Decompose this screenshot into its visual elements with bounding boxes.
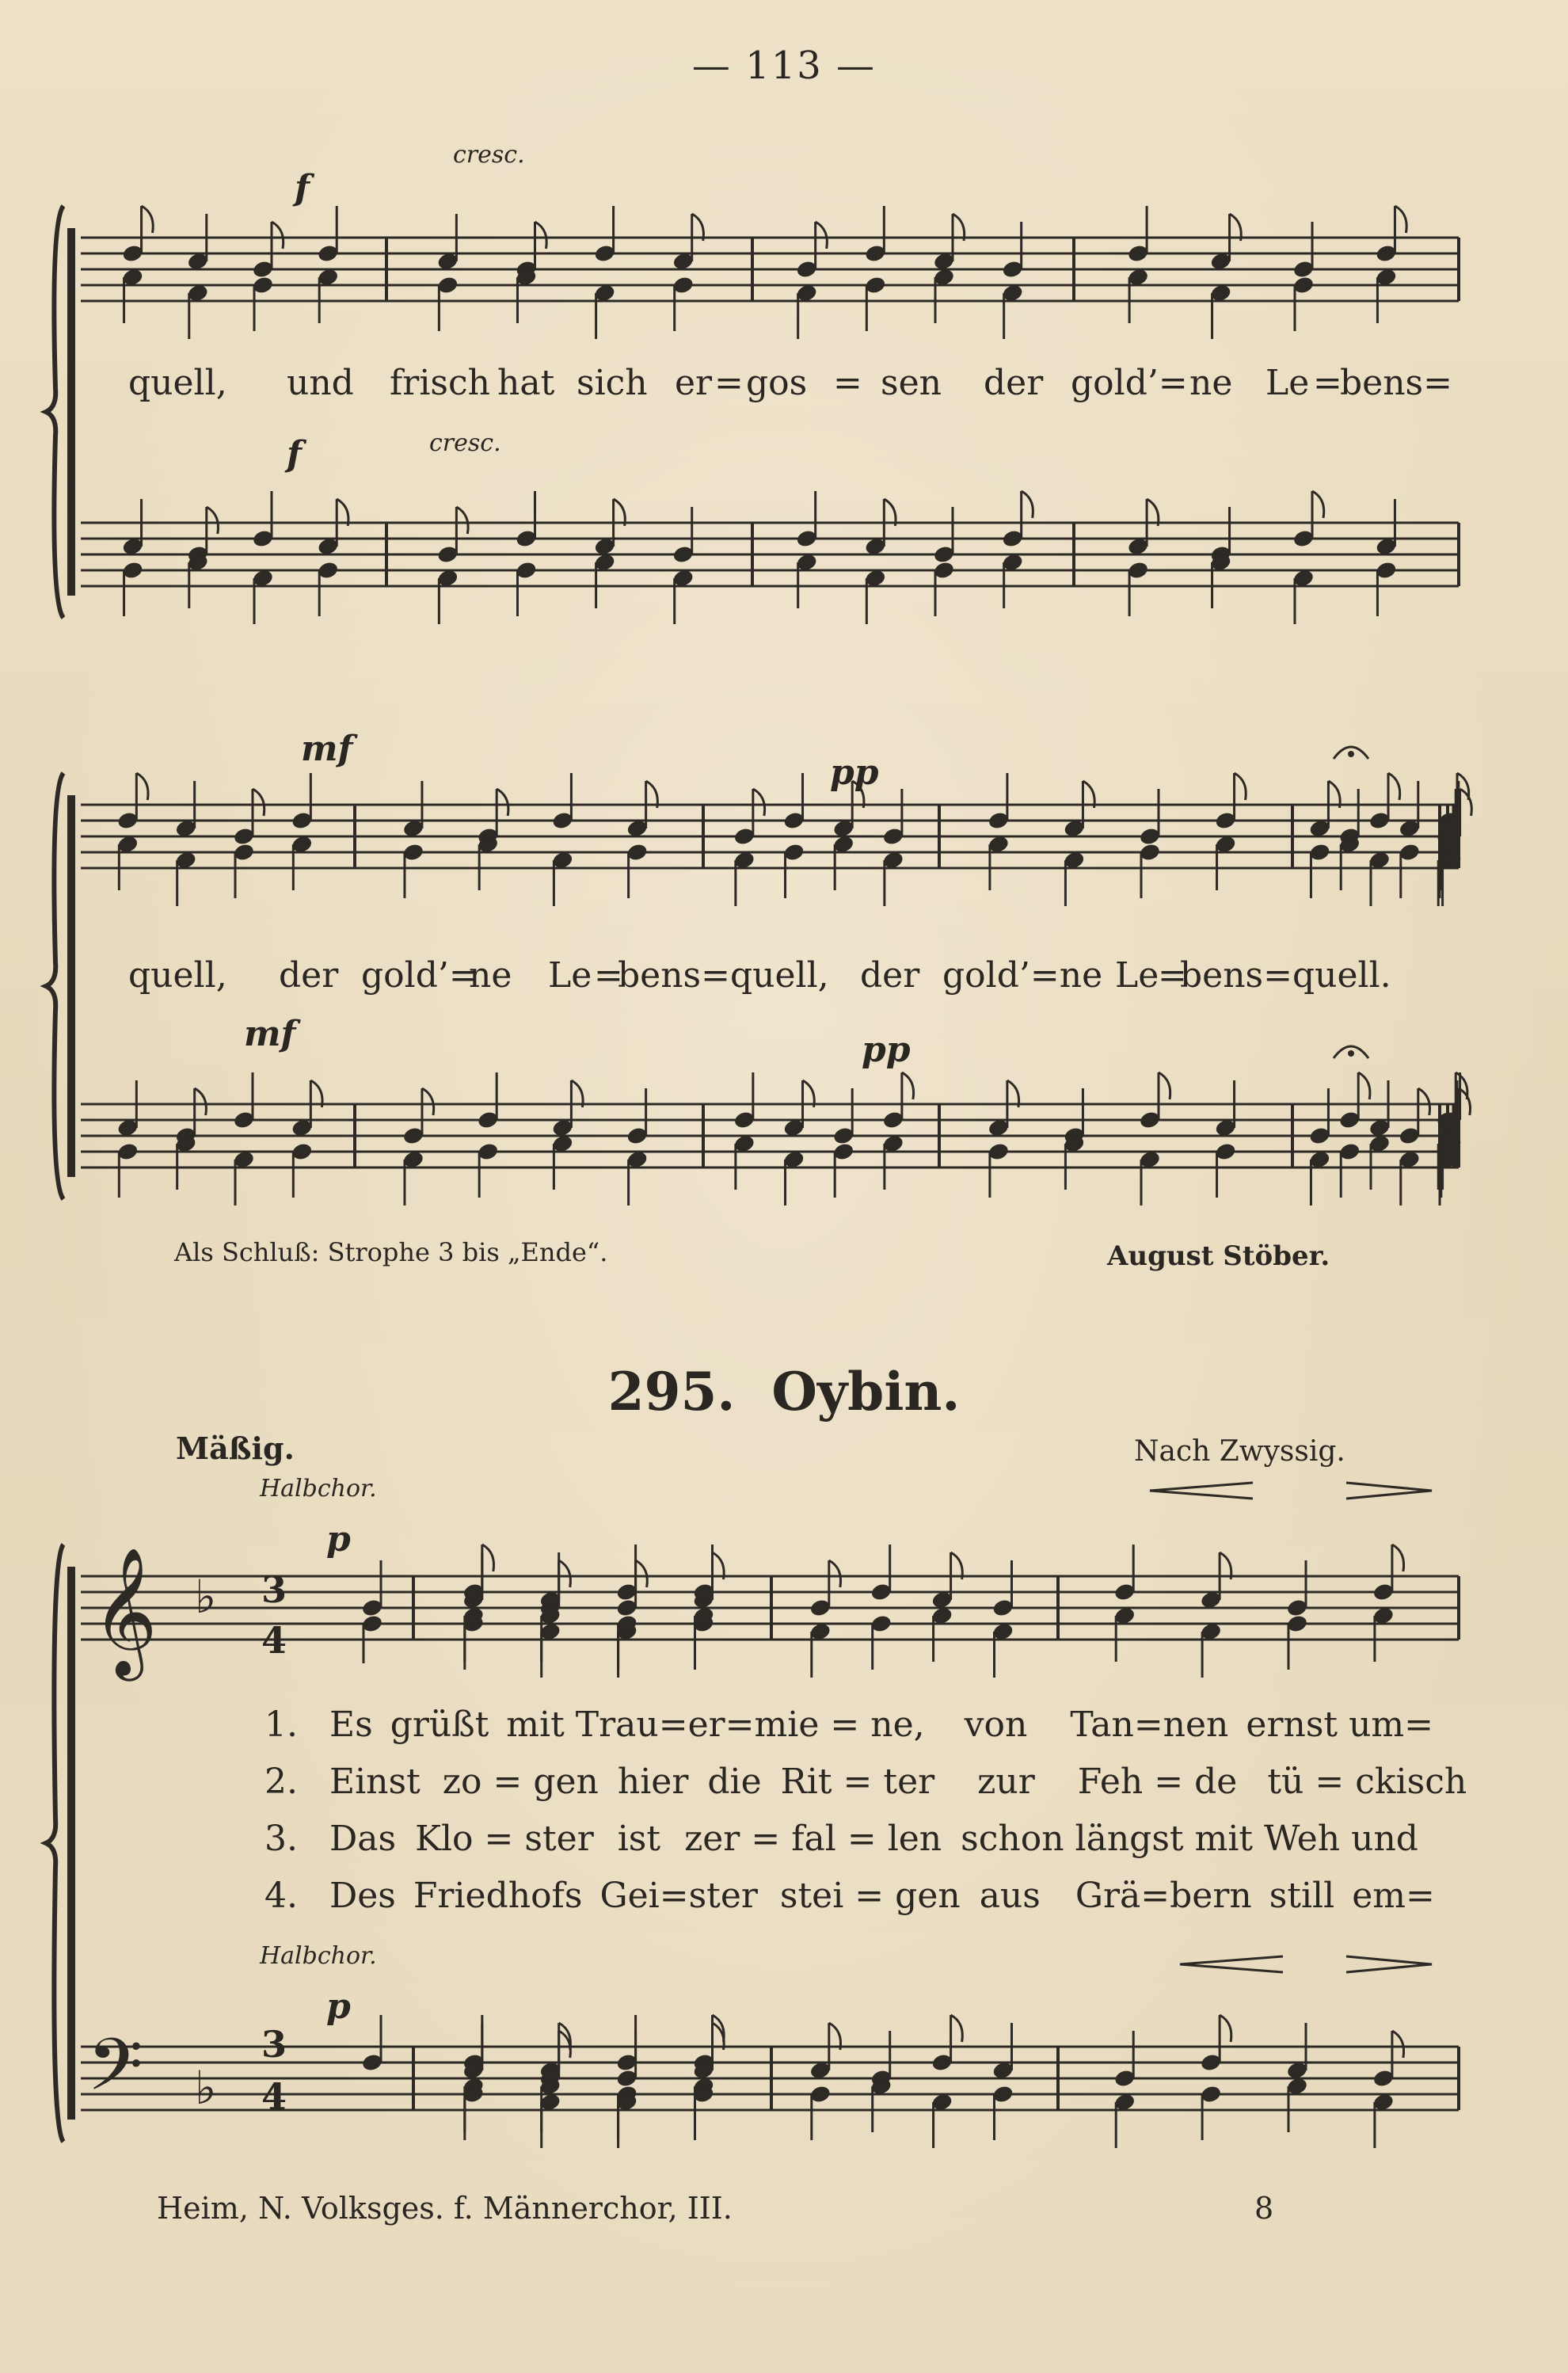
- note-flag: [1220, 2015, 1231, 2042]
- page-signature: 8: [1254, 2191, 1274, 2226]
- lyric-word: ster: [524, 1819, 594, 1859]
- crescendo-hairpin: [1150, 1483, 1253, 1499]
- lyric-word: =: [1158, 955, 1187, 996]
- lyric-word: hat: [497, 363, 555, 403]
- song-name: Oybin.: [771, 1361, 961, 1423]
- lyric-word: fal: [791, 1819, 836, 1859]
- lyric-word: schon: [961, 1819, 1064, 1859]
- lyric-word: mit: [506, 1705, 565, 1745]
- lyric-word: der: [279, 955, 339, 996]
- note-flag: [195, 1088, 207, 1115]
- lyric-word: ne,: [870, 1705, 925, 1745]
- forte-marking-bottom-1: f: [287, 434, 302, 474]
- lyric-word: tü: [1267, 1762, 1304, 1802]
- page-number: — 113 —: [691, 44, 877, 88]
- note-flag: [1358, 1072, 1370, 1099]
- verse-4: [265, 1876, 1435, 1916]
- lyric-word: sen: [881, 363, 942, 403]
- note-flag: [753, 789, 765, 816]
- tempo-marking: Mäßig.: [176, 1430, 295, 1466]
- lyric-word: =: [1154, 1762, 1184, 1802]
- lyric-word: Des: [329, 1876, 396, 1916]
- lyric-word: Trau=er=mie: [575, 1705, 820, 1745]
- lyric-word: =: [484, 1819, 514, 1859]
- verse-2: [265, 1762, 1467, 1802]
- lyric-word: bens=quell.: [1180, 955, 1391, 996]
- lyric-word: =: [843, 1762, 873, 1802]
- lyric-word: bens=: [1340, 363, 1452, 403]
- decrescendo-hairpin: [1346, 1956, 1432, 1972]
- lyric-word: =: [493, 1762, 523, 1802]
- lyric-word: ne: [1189, 363, 1233, 403]
- lyric-word: len: [887, 1819, 942, 1859]
- note-flag: [456, 507, 468, 534]
- treble-clef-icon: 𝄞: [92, 1547, 158, 1676]
- lyric-word: gold’=: [361, 955, 478, 996]
- lyric-word: Tan=nen: [1070, 1705, 1229, 1745]
- mf-marking-top-2: mf: [301, 729, 353, 769]
- lyric-word: Klo: [415, 1819, 474, 1859]
- lyric-word: Weh: [1264, 1819, 1341, 1859]
- piano-marking-bottom: p: [326, 1986, 351, 2027]
- note-flag: [559, 1560, 571, 1587]
- decrescendo-hairpin: [1346, 1483, 1432, 1499]
- note-flag: [1022, 491, 1033, 518]
- lyric-word: de: [1194, 1762, 1238, 1802]
- lyric-word: und: [1351, 1819, 1418, 1859]
- lyric-word: Einst: [329, 1762, 421, 1802]
- verse-3: [265, 1819, 1418, 1859]
- choir-label-bottom: Halbchor.: [260, 1942, 377, 1970]
- lyric-word: =: [1315, 1762, 1345, 1802]
- crescendo-hairpin: [1180, 1956, 1283, 1972]
- lyric-word: ne: [469, 955, 512, 996]
- lyric-word: bens=quell,: [618, 955, 829, 996]
- lyric-word: Le: [548, 955, 592, 996]
- note-flag: [1312, 491, 1324, 518]
- lyric-word: er: [675, 363, 713, 403]
- lyric-word: Das: [329, 1819, 397, 1859]
- lyric-word: =: [847, 1819, 877, 1859]
- note-flag: [816, 222, 828, 249]
- lyric-word: zo: [442, 1762, 482, 1802]
- lyric-word: und: [287, 363, 354, 403]
- lyric-word: quell,: [128, 955, 227, 996]
- lyric-word: =: [1313, 363, 1342, 403]
- book-source: Heim, N. Volksges. f. Männerchor, III.: [157, 2191, 733, 2226]
- song-number: 295.: [607, 1361, 736, 1423]
- lyric-word: gold’=ne: [942, 955, 1103, 996]
- lyric-word: ist: [617, 1819, 661, 1859]
- lyric-word: Le: [1115, 955, 1159, 996]
- lyric-word: Rit: [780, 1762, 832, 1802]
- lyric-word: =: [751, 1819, 781, 1859]
- lyric-word: quell,: [128, 363, 227, 403]
- forte-marking-top-1: f: [295, 168, 310, 208]
- lyric-word: Gei=ster: [599, 1876, 758, 1916]
- lyric-word: die: [707, 1762, 762, 1802]
- note-flag: [136, 773, 148, 800]
- note-flag: [497, 789, 508, 816]
- time-sig-bottom-denominator: 4: [261, 2075, 287, 2118]
- lyric-word: grüßt: [390, 1705, 489, 1745]
- choir-label-top: Halbchor.: [260, 1475, 377, 1503]
- flat-icon: ♭: [195, 1570, 217, 1624]
- note-flag: [422, 1088, 434, 1115]
- lyric-word: =: [594, 955, 623, 996]
- lyric-word: gen: [895, 1876, 961, 1916]
- lyric-word: ckisch: [1355, 1762, 1467, 1802]
- lyric-word: Le: [1265, 363, 1310, 403]
- time-sig-top-numerator: 3: [261, 1568, 287, 1611]
- flat-icon: ♭: [195, 2061, 217, 2115]
- lyric-word: =: [854, 1876, 885, 1916]
- mf-marking-bottom-2: mf: [244, 1014, 296, 1054]
- lyric-word: sich: [577, 363, 648, 403]
- verse-1: [265, 1705, 1433, 1745]
- lyric-word: ter: [883, 1762, 935, 1802]
- lyric-word: =: [830, 1705, 860, 1745]
- note-flag: [207, 507, 219, 534]
- note-flag: [535, 222, 546, 249]
- lyric-word: um=: [1349, 1705, 1434, 1745]
- lyric-word: stei: [779, 1876, 844, 1916]
- piano-marking-top: p: [326, 1519, 351, 1560]
- lyric-word: still: [1269, 1876, 1335, 1916]
- pp-marking-bottom-2: pp: [862, 1030, 911, 1070]
- lyric-word: zur: [977, 1762, 1035, 1802]
- lyric-word: gold’=: [1071, 363, 1188, 403]
- note-flag: [902, 1072, 914, 1099]
- song-title: [0, 1361, 1568, 1423]
- time-sig-top-denominator: 4: [261, 1619, 287, 1662]
- fermata-dot: [1348, 1050, 1354, 1057]
- lyric-word: zer: [684, 1819, 740, 1859]
- note-flag: [272, 222, 284, 249]
- system-brace: [46, 773, 63, 1199]
- fermata-dot: [1348, 751, 1354, 757]
- note-flag: [1388, 773, 1400, 800]
- lyric-word: em=: [1352, 1876, 1435, 1916]
- note-flag: [636, 1560, 648, 1587]
- ending-note: Als Schluß: Strophe 3 bis „Ende“.: [174, 1237, 608, 1267]
- note-flag: [1418, 1088, 1430, 1115]
- note-flag: [142, 206, 154, 233]
- system-brace: [46, 206, 63, 618]
- lyric-word: Es: [329, 1705, 373, 1745]
- composer-credit: August Stöber.: [1107, 1240, 1330, 1272]
- note-flag: [951, 2015, 963, 2042]
- verse-number: 2.: [265, 1762, 298, 1802]
- pp-marking-top-2: pp: [830, 752, 879, 793]
- system-brace: [46, 1545, 63, 2142]
- arranger-credit: Nach Zwyssig.: [1134, 1435, 1345, 1468]
- note-flag: [1235, 773, 1246, 800]
- note-flag: [482, 1545, 494, 1571]
- time-sig-bottom-numerator: 3: [261, 2023, 287, 2066]
- note-flag: [1395, 206, 1406, 233]
- lyric-word: =: [833, 363, 862, 403]
- lyric-word: hier: [617, 1762, 689, 1802]
- lyric-word: der: [984, 363, 1044, 403]
- lyric-word: mit: [1194, 1819, 1254, 1859]
- lyric-word: der: [860, 955, 920, 996]
- bass-clef-icon: 𝄢: [87, 2023, 143, 2124]
- cresc-marking-bottom-1: cresc.: [429, 429, 501, 457]
- lyric-word: von: [964, 1705, 1028, 1745]
- lyric-word: =: [714, 363, 744, 403]
- verse-number: 4.: [265, 1876, 298, 1916]
- note-flag: [829, 1560, 841, 1587]
- verse-number: 3.: [265, 1819, 298, 1859]
- lyric-word: ernst: [1246, 1705, 1338, 1745]
- note-flag: [1159, 1072, 1170, 1099]
- verse-number: 1.: [265, 1705, 298, 1745]
- lyric-word: frisch: [390, 363, 490, 403]
- note-flag: [1392, 1545, 1404, 1571]
- cresc-marking-top-1: cresc.: [453, 141, 525, 169]
- note-flag: [253, 789, 265, 816]
- lyric-word: gen: [533, 1762, 599, 1802]
- lyric-word: längst: [1075, 1819, 1184, 1859]
- note-flag: [1392, 2031, 1404, 2058]
- lyric-word: Friedhofs: [413, 1876, 583, 1916]
- lyric-word: aus: [979, 1876, 1041, 1916]
- lyric-word: Feh: [1077, 1762, 1144, 1802]
- lyric-word: gos: [746, 363, 808, 403]
- lyric-word: Grä=bern: [1075, 1876, 1252, 1916]
